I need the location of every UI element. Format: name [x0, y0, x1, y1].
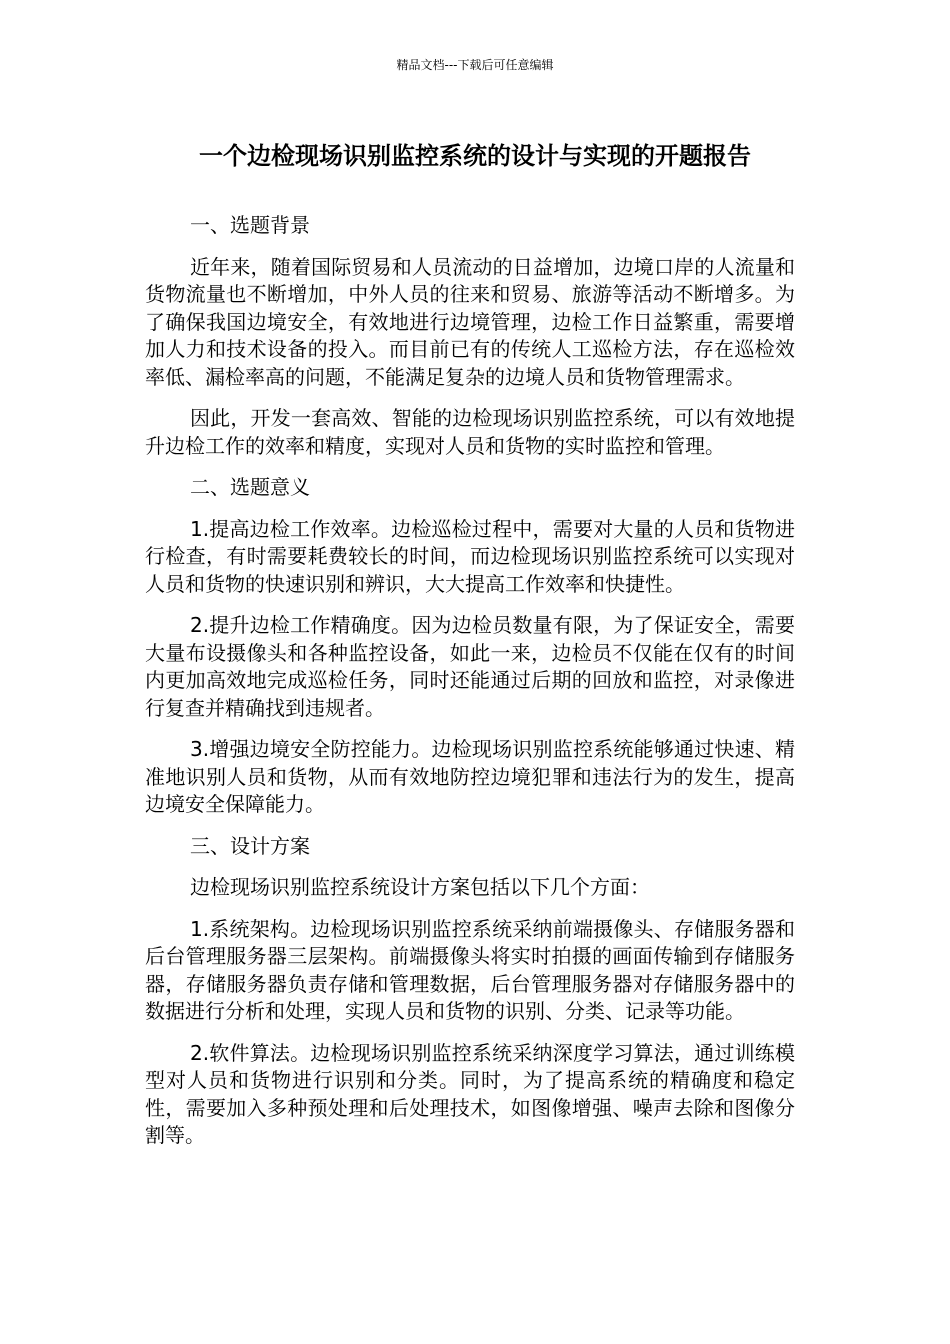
paragraph: 3.增强边境安全防控能力。边检现场识别监控系统能够通过快速、精准地识别人员和货物，从而有效地防控边境犯罪和违法行为的发生，提高边境安全保障能力。	[145, 737, 795, 816]
paragraph: 边检现场识别监控系统设计方案包括以下几个方面：	[190, 875, 650, 899]
page-header: 精品文档---下载后可任意编辑	[396, 58, 554, 72]
paragraph: 1.提高边检工作效率。边检巡检过程中，需要对大量的人员和货物进行检查，有时需要耗费较长的时间，而边检现场识别监控系统可以实现对人员和货物的快速识别和辨识，大大提高工作效率和快捷性。	[145, 516, 795, 596]
section-heading-background: 一、选题背景	[190, 213, 310, 237]
paragraph: 近年来，随着国际贸易和人员流动的日益增加，边境口岸的人流量和货物流量也不断增加，中外人员的往来和贸易、旅游等活动不断增多。为了确保我国边境安全，有效地进行边境管理，边检工作日益繁重，需要增加人力和技术设备的投入。而目前已有的传统人工巡检方法，存在巡检效率低、漏检率高的问题，不能满足复杂的边境人员和货物管理需求。	[145, 254, 795, 389]
section-heading-significance: 二、选题意义	[190, 475, 310, 499]
paragraph: 2.软件算法。边检现场识别监控系统采纳深度学习算法，通过训练模型对人员和货物进行识别和分类。同时，为了提高系统的精确度和稳定性，需要加入多种预处理和后处理技术，如图像增强、噪声去除和图像分割等。	[145, 1040, 795, 1147]
paragraph: 1.系统架构。边检现场识别监控系统采纳前端摄像头、存储服务器和后台管理服务器三层架构。前端摄像头将实时拍摄的画面传输到存储服务器，存储服务器负责存储和管理数据，后台管理服务器对存储服务器中的数据进行分析和处理，实现人员和货物的识别、分类、记录等功能。	[145, 916, 795, 1023]
document-body	[145, 212, 795, 1164]
paragraph: 2.提升边检工作精确度。因为边检员数量有限，为了保证安全，需要大量布设摄像头和各种监控设备，如此一来，边检员不仅能在仅有的时间内更加高效地完成巡检任务，同时还能通过后期的回放和监控，对录像进行复查并精确找到违规者。	[145, 613, 795, 720]
paragraph: 因此，开发一套高效、智能的边检现场识别监控系统，可以有效地提升边检工作的效率和精度，实现对人员和货物的实时监控和管理。	[145, 406, 795, 458]
document-title: 一个边检现场识别监控系统的设计与实现的开题报告	[199, 142, 751, 170]
section-heading-design: 三、设计方案	[190, 833, 310, 858]
